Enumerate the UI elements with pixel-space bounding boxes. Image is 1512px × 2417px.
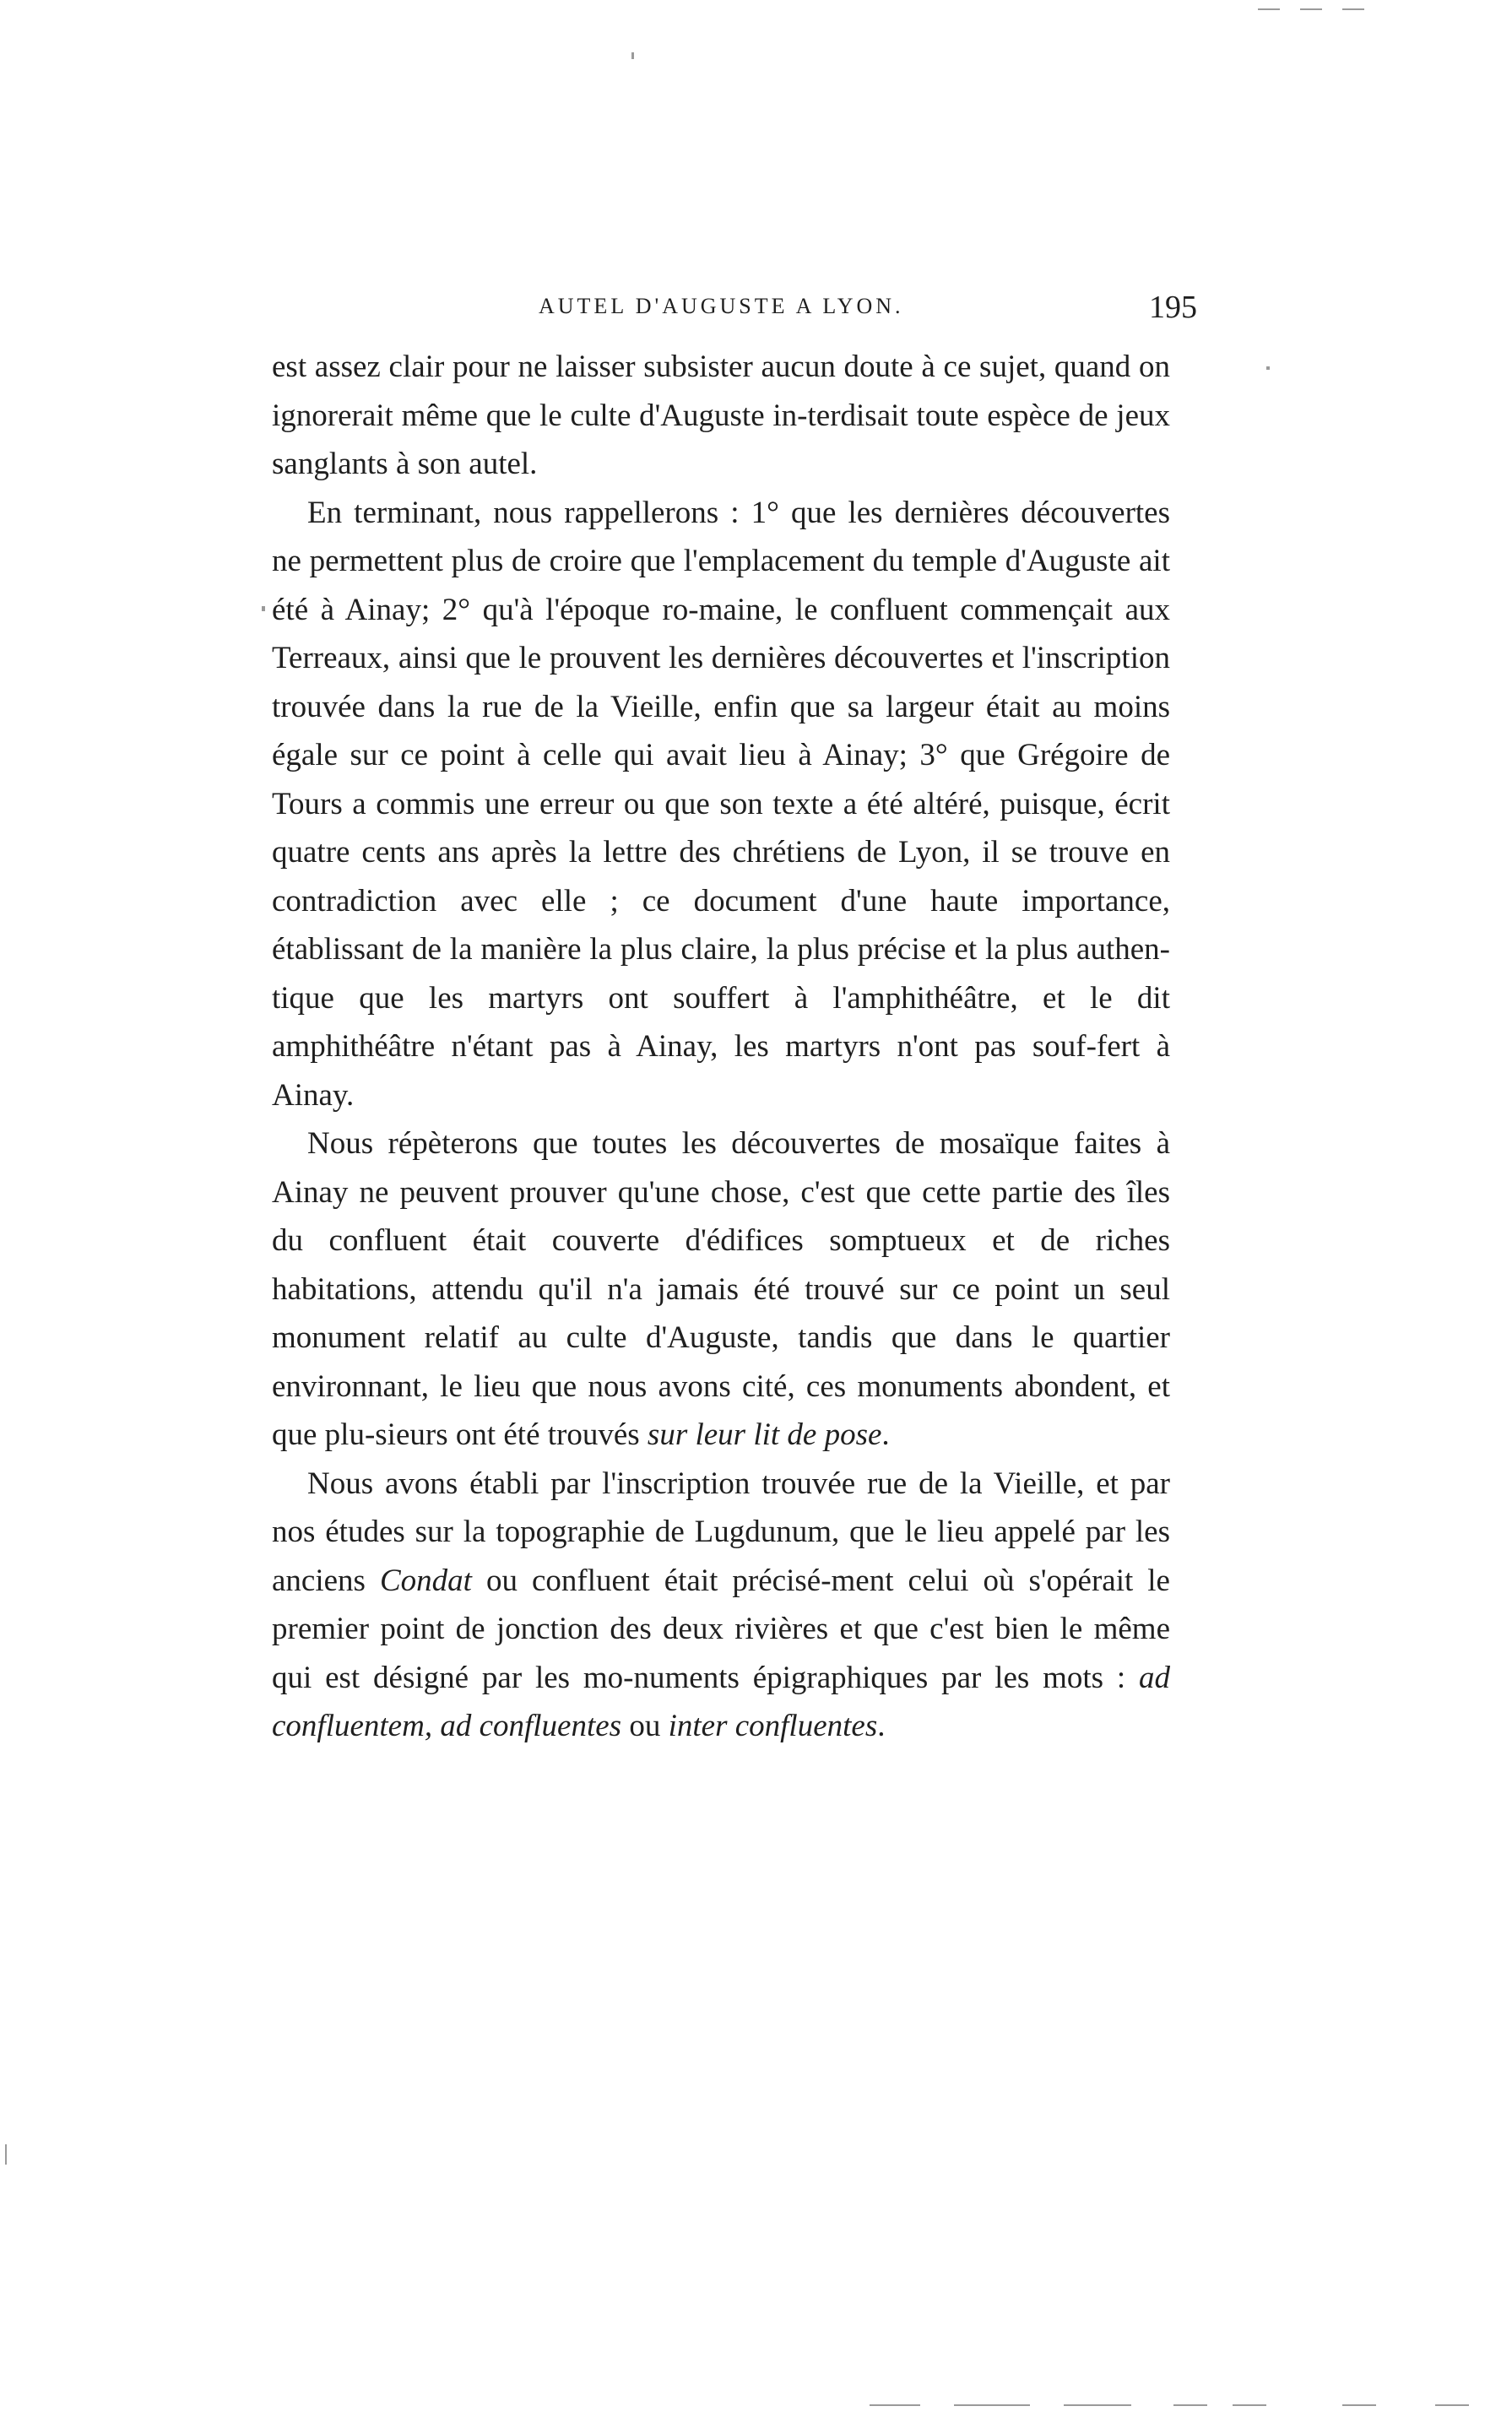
page-number: 195 — [1149, 290, 1197, 325]
scan-mark-top-2 — [1300, 8, 1322, 10]
italic-word: Condat — [379, 1563, 472, 1598]
paragraph-text: Nous avons établi par l'inscription trouvée rue de la Vieille, et par nos études sur la topographie de Lugdunum, que le lieu appelé par les anciens — [272, 1466, 1170, 1598]
running-title: AUTEL D'AUGUSTE A LYON. — [539, 294, 904, 318]
paragraph-text: Nous répèterons que toutes les découvertes de mosaïque faites à Ainay ne peuvent prouver qu'une chose, c'est que cette partie des îles du confluent était couverte d'édifices somptueux et de riches habitations, attendu qu'il n'a jamais été trouvé sur ce point un seul monument relatif au culte d'Auguste, tandis que dans le quartier environnant, le lieu que nous avons cité, ces monuments abondent, et que plu-sieurs ont été trouvés — [272, 1126, 1170, 1452]
paragraph-1 — [272, 343, 1170, 489]
paragraph-text: . — [877, 1709, 886, 1743]
paragraph-text: ou — [621, 1709, 669, 1743]
scan-mark-speck — [631, 52, 634, 59]
paragraph-4 — [272, 1460, 1170, 1751]
running-head — [268, 289, 1197, 331]
scan-mark-top-1 — [1258, 8, 1280, 10]
scan-mark-bottom-5 — [1233, 2404, 1266, 2406]
scan-mark-margin — [5, 2144, 7, 2165]
scan-mark-bottom-7 — [1435, 2404, 1469, 2406]
scan-mark-bottom-2 — [954, 2404, 1030, 2406]
scan-mark-left — [262, 606, 265, 611]
scan-mark-side — [1266, 366, 1270, 370]
body-text — [272, 343, 1170, 1751]
paragraph-text: En terminant, nous rappellerons : 1° que les dernières découvertes ne permettent plus de croire que l'emplacement du temple d'Auguste ait été à Ainay; 2° qu'à l'époque ro-maine, le confluent commençait aux Terreaux, ainsi que le prouvent les dernières découvertes et l'inscription trouvée dans la rue de la Vieille, enfin que sa largeur était au moins égale sur ce point à celle qui avait lieu à Ainay; 3° que Grégoire de Tours a commis une erreur ou que son texte a été altéré, puisque, écrit quatre cents ans après la lettre des chrétiens de Lyon, il se trouve en contradiction avec elle ; ce document d'une haute importance, établissant de la manière la plus claire, la plus précise et la plus authen-tique que les martyrs ont souffert à l'amphithéâtre, et le dit amphithéâtre n'étant pas à Ainay, les martyrs n'ont pas souf-fert à Ainay. — [272, 495, 1170, 1113]
scan-mark-bottom-6 — [1342, 2404, 1376, 2406]
paragraph-text: ou confluent était précisé-ment celui où s'opérait le premier point de jonction des deux rivières et que c'est bien le même qui est désigné par les mo-numents épigraphiques par les mots : — [272, 1563, 1170, 1695]
italic-phrase: ad confluentem, ad confluentes — [272, 1660, 1170, 1743]
scan-mark-bottom-4 — [1173, 2404, 1207, 2406]
italic-phrase: inter confluentes — [668, 1709, 878, 1743]
scan-mark-top-3 — [1342, 8, 1364, 10]
paragraph-2 — [272, 489, 1170, 1120]
paragraph-text: est assez clair pour ne laisser subsister aucun doute à ce sujet, quand on ignorerait même que le culte d'Auguste in-terdisait toute espèce de jeux sanglants à son autel. — [272, 350, 1170, 481]
paragraph-3 — [272, 1119, 1170, 1460]
italic-phrase: sur leur lit de pose — [647, 1417, 882, 1452]
scan-mark-bottom-3 — [1064, 2404, 1131, 2406]
scan-mark-bottom-1 — [870, 2404, 920, 2406]
paragraph-text: . — [881, 1417, 890, 1452]
